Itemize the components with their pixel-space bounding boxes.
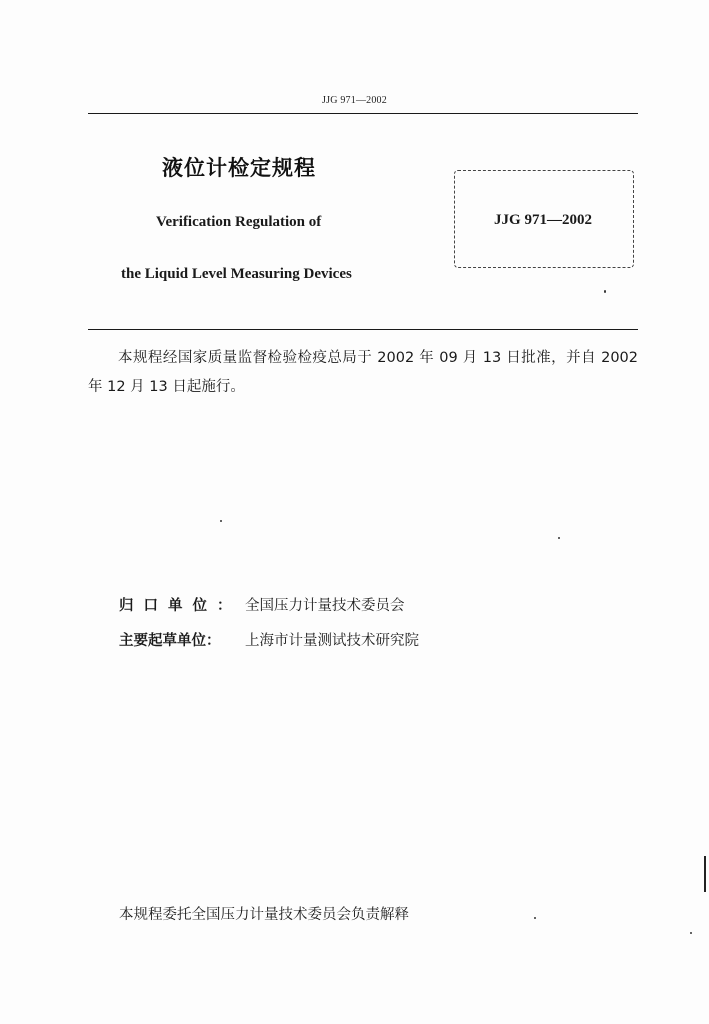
responsible-org-value: 全国压力计量技术委员会 — [245, 598, 405, 614]
approval-statement: 本规程经国家质量监督检验检疫总局于 2002 年 09 月 13 日批准，并自 2002 年 12 月 13 日起施行。 — [88, 350, 638, 395]
document-title-english-line-2: the Liquid Level Measuring Devices — [121, 266, 352, 282]
document-title-english-line-1: Verification Regulation of — [156, 214, 322, 230]
drafting-org-row — [119, 629, 419, 650]
interpretation-note: 本规程委托全国压力计量技术委员会负责解释 — [119, 907, 409, 923]
scan-speck — [220, 520, 222, 522]
header-rule — [88, 113, 638, 114]
running-header-code: JJG 971—2002 — [322, 95, 387, 106]
drafting-org-label: 主要起草单位： — [119, 633, 221, 649]
responsible-org-label: 归口单位： — [119, 598, 242, 614]
title-separator-rule — [88, 329, 638, 330]
standard-code-box-text: JJG 971—2002 — [494, 212, 592, 228]
document-title-chinese: 液位计检定规程 — [162, 156, 316, 180]
scan-speck — [558, 537, 560, 539]
scan-edge-mark — [704, 856, 706, 892]
scan-speck — [604, 290, 606, 293]
scan-speck — [690, 932, 692, 934]
drafting-org-value: 上海市计量测试技术研究院 — [245, 633, 419, 649]
responsible-org-row — [119, 594, 405, 615]
scan-speck — [534, 917, 536, 919]
